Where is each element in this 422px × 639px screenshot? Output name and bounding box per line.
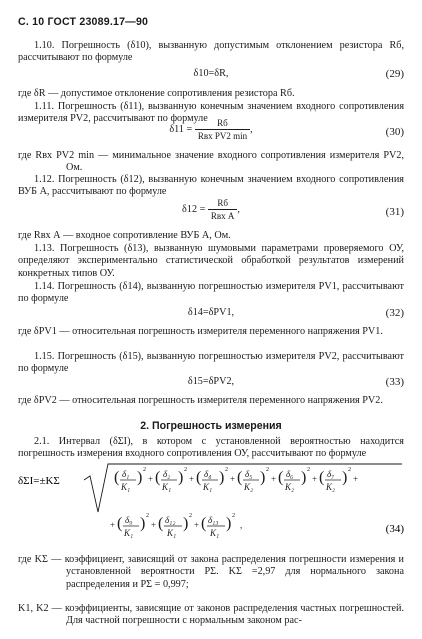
svg-text:2: 2 — [232, 513, 235, 519]
svg-text:δ₁₂: δ₁₂ — [165, 515, 176, 525]
svg-text:δ₅: δ₅ — [245, 469, 253, 479]
paragraph-text: 1.10. Погрешность (δ10), вызванную допустимым отклонением резистора Rб, рассчитывают по формуле — [18, 40, 404, 64]
equation-number: (29) — [385, 68, 404, 80]
svg-text:(: ( — [158, 515, 164, 532]
paragraph-1-13 — [18, 243, 404, 280]
paragraph-text: 1.15. Погрешность (δ15), вызванную погрешностью измерителя PV2, рассчитывают по формуле — [18, 351, 404, 375]
section-title: 2. Погрешность измерения — [140, 420, 282, 432]
definition-32 — [18, 326, 404, 338]
svg-text:+: + — [230, 474, 236, 484]
svg-text:(: ( — [319, 469, 325, 486]
svg-text:K₂: K₂ — [326, 482, 336, 492]
equation-33 — [18, 376, 404, 392]
definition-text: где Rвх PV2 min — минимальное значение входного сопротивления измерителя PV2, Ом. — [18, 150, 404, 174]
svg-text:+: + — [194, 520, 200, 530]
equation-number: (33) — [385, 376, 404, 388]
svg-text:(: ( — [278, 469, 284, 486]
definition-31 — [18, 230, 404, 242]
svg-text:K₂: K₂ — [244, 482, 254, 492]
equation-number: (32) — [385, 307, 404, 319]
svg-text:K₂: K₂ — [285, 482, 295, 492]
svg-text:): ) — [342, 469, 348, 486]
svg-text:(: ( — [155, 469, 161, 486]
svg-text:): ) — [178, 469, 184, 486]
svg-text:δ₉: δ₉ — [125, 515, 133, 525]
radical-sign — [84, 464, 402, 512]
svg-text:(: ( — [117, 515, 123, 532]
equation-body: δ10=δR, — [193, 68, 229, 79]
svg-text:K₁: K₁ — [162, 482, 172, 492]
paragraph-text: 1.14. Погрешность (δ14), вызванную погрешностью измерителя PV1, рассчитывают по формуле — [18, 281, 404, 305]
definition-33 — [18, 395, 404, 407]
svg-text:2: 2 — [189, 513, 192, 519]
svg-text:δ₂: δ₂ — [163, 469, 171, 479]
fraction-denominator: Rвх А — [210, 211, 235, 221]
svg-text:2: 2 — [146, 513, 149, 519]
svg-text:K₁: K₁ — [124, 528, 134, 538]
svg-text:2: 2 — [184, 467, 187, 473]
paragraph-1-15 — [18, 351, 404, 376]
svg-text:2: 2 — [307, 467, 310, 473]
svg-text:+: + — [110, 520, 116, 530]
equation-tail: , — [237, 203, 240, 215]
equation-number: (34) — [385, 523, 404, 535]
radicand-row-1 — [114, 467, 358, 492]
svg-text:): ) — [219, 469, 225, 486]
paragraph-1-12 — [18, 174, 404, 199]
equation-34-drawing — [18, 462, 404, 552]
equation-number: (31) — [385, 206, 404, 218]
svg-text:K₁: K₁ — [203, 482, 213, 492]
fraction — [195, 118, 250, 141]
svg-text:+: + — [148, 474, 154, 484]
paragraph-1-10 — [18, 40, 404, 65]
svg-text:K₁: K₁ — [121, 482, 131, 492]
page-header: С. 10 ГОСТ 23089.17—90 — [18, 16, 149, 28]
equation-31 — [18, 198, 404, 228]
definition-text: где δPV1 — относительная погрешность измерителя переменного напряжения PV1. — [18, 326, 383, 337]
definition-text: где δR — допустимое отклонение сопротивления резистора Rб. — [18, 88, 295, 99]
paragraph-text: 1.13. Погрешность (δ13), вызванную шумовыми параметрами проверяемого ОУ, определяют экспериментально статистической обработкой результатов измерений конкретных типов ОУ. — [18, 243, 404, 279]
svg-text:(: ( — [114, 469, 120, 486]
svg-text:δ₁₃: δ₁₃ — [208, 515, 219, 525]
paragraph-1-14 — [18, 281, 404, 306]
svg-text:): ) — [140, 515, 146, 532]
svg-text:K₁: K₁ — [210, 528, 220, 538]
equation-30 — [18, 118, 404, 148]
radicand-row-2 — [110, 513, 242, 538]
svg-text:): ) — [183, 515, 189, 532]
svg-text:δ₆: δ₆ — [286, 469, 294, 479]
definition-34 — [18, 554, 404, 591]
definition-text: где KΣ — коэффициент, зависящий от закона распределения погрешности измерения и установленной вероятности PΣ. KΣ =2,97 для нормального закона распределения и PΣ = 0,997; — [18, 554, 404, 590]
equation-34 — [18, 462, 404, 552]
svg-text:+: + — [271, 474, 277, 484]
svg-text:): ) — [301, 469, 307, 486]
definition-30 — [18, 150, 404, 175]
equation-body — [18, 118, 404, 141]
svg-text:+: + — [353, 474, 359, 484]
fraction-numerator: Rб — [195, 118, 250, 130]
equation-body: δ14=δPV1, — [187, 307, 235, 318]
svg-text:K₁: K₁ — [167, 528, 177, 538]
equation-lhs: δ12 = — [182, 203, 206, 215]
equation-body — [18, 198, 404, 221]
definition-text: где Rвх А — входное сопротивление ВУБ А, Ом. — [18, 230, 231, 241]
svg-text:δ₁: δ₁ — [122, 469, 130, 479]
equation-lhs: δΣI=±KΣ — [18, 475, 60, 487]
paragraph-text: 1.12. Погрешность (δ12), вызванную конечным значением входного сопротивления ВУБ А, рассчитывают по формуле — [18, 174, 404, 198]
svg-text:+: + — [151, 520, 157, 530]
svg-text:δ₇: δ₇ — [327, 469, 335, 479]
svg-text:+: + — [189, 474, 195, 484]
fraction-numerator: Rб — [208, 198, 238, 210]
fraction — [208, 198, 238, 221]
fraction-denominator: Rвх PV2 min — [197, 131, 248, 141]
equation-29 — [18, 68, 404, 84]
equation-lhs: δ11 = — [169, 123, 193, 135]
svg-text:+: + — [312, 474, 318, 484]
svg-text:(: ( — [237, 469, 243, 486]
definition-text: где δPV2 — относительная погрешность измерителя переменного напряжения PV2. — [18, 395, 383, 406]
paragraph-2-1 — [18, 436, 404, 461]
equation-number: (30) — [385, 126, 404, 138]
paragraph-text: 2.1. Интервал (δΣI), в котором с установленной вероятностью находится погрешность измерения входного сопротивления ОУ, рассчитывают по формуле — [18, 436, 404, 460]
equation-tail: , — [250, 123, 253, 135]
svg-text:2: 2 — [348, 467, 351, 473]
definition-text: K1, K2 — коэффициенты, зависящие от законов распределения частных погрешностей. Для частной погрешности с нормальным законом рас- — [18, 603, 404, 627]
svg-text:(: ( — [201, 515, 207, 532]
svg-text:2: 2 — [143, 467, 146, 473]
equation-body: δ15=δPV2, — [187, 376, 235, 387]
svg-text:2: 2 — [225, 467, 228, 473]
svg-text:,: , — [240, 520, 243, 530]
svg-text:(: ( — [196, 469, 202, 486]
svg-text:): ) — [260, 469, 266, 486]
equation-32 — [18, 307, 404, 323]
paragraph-text: 1.11. Погрешность (δ11), вызванную конечным значением входного сопротивления измерителя PV2, рассчитывают по формуле — [18, 101, 404, 125]
svg-text:2: 2 — [266, 467, 269, 473]
definition-29 — [18, 88, 404, 100]
svg-text:δ₄: δ₄ — [204, 469, 212, 479]
definition-k1k2 — [18, 603, 404, 628]
svg-text:): ) — [137, 469, 143, 486]
svg-text:): ) — [226, 515, 232, 532]
